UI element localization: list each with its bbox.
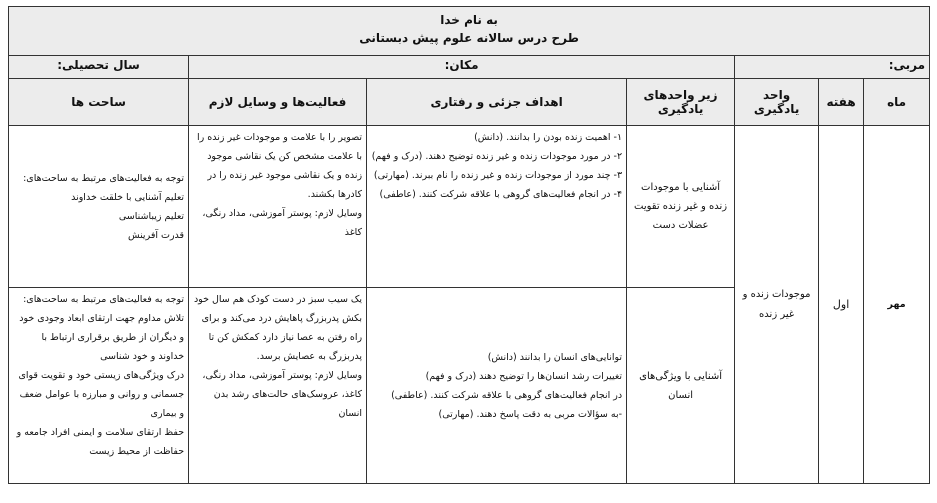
title-line-1: به نام خدا [440, 13, 498, 27]
col-unit: واحد یادگیری [735, 79, 819, 126]
col-week: هفته [819, 79, 864, 126]
subunit-cell: آشنایی با ویژگی‌های انسان [627, 288, 735, 484]
title-line-2: طرح درس سالانه علوم پیش دبستانی [359, 31, 579, 45]
domain-item: تعلیم زیباشناسی [118, 210, 185, 222]
activities-cell [189, 126, 367, 288]
lesson-plan-table [8, 6, 930, 484]
domain-item: توجه به فعالیت‌های مرتبط به ساحت‌های: [23, 294, 185, 305]
col-subunit: زیر واحدهای یادگیری [627, 79, 735, 126]
col-activities: فعالیت‌ها و وسایل لازم [189, 79, 367, 126]
col-objectives: اهداف جزئی و رفتاری [367, 79, 627, 126]
page-title [9, 7, 930, 56]
domain-item: حفظ ارتقای سلامت و ایمنی افراد جامعه و حفاظت از محیط زیست [16, 427, 185, 457]
objective-item: ۴- در انجام فعالیت‌های گروهی با علاقه شرکت کنند. (عاطفی) [379, 189, 623, 200]
place-label: مکان: [189, 56, 735, 79]
objective-item: ۳- چند مورد از موجودات زنده و غیر زنده را نام ببرند. (مهارتی) [373, 170, 623, 181]
domains-cell [9, 126, 189, 288]
activities-cell [189, 288, 367, 484]
objective-item: توانایی‌های انسان را بدانند (دانش) [487, 351, 623, 363]
domain-item: تلاش مداوم جهت ارتقای ابعاد وجودی خود و دیگران از طریق برقراری ارتباط با خداوند و خود شناسی [19, 313, 185, 362]
objectives-cell [367, 288, 627, 484]
objectives-cell [367, 126, 627, 288]
coach-label: مربی: [735, 56, 930, 79]
objective-item: ۱- اهمیت زنده بودن را بدانند. (دانش) [474, 132, 623, 143]
objective-item: در انجام فعالیت‌های گروهی با علاقه شرکت کنند. (عاطفی) [391, 389, 623, 401]
activity-text: یک سیب سبز در دست کودک هم سال خود بکش پدربزرگ پاهایش درد می‌کند و برای راه رفتن به عصا نیاز دارد کمکش کن تا پدربزرگ به عصایش برسد. [193, 294, 363, 362]
domain-item: تعلیم آشنایی با خلقت خداوند [71, 191, 185, 203]
week-cell: اول [819, 126, 864, 484]
activity-text: تصویر را با علامت و موجودات غیر زنده را با علامت مشخص کن یک نقاشی موجود زنده و یک نقاشی موجود غیر زنده را در کادرها بکشند. [197, 132, 363, 200]
domain-item: درک ویژگی‌های زیستی خود و تقویت قوای جسمانی و روانی و مبارزه با عوامل ضعف و بیماری [18, 370, 185, 419]
domains-cell [9, 288, 189, 484]
subunit-cell: آشنایی با موجودات زنده و غیر زنده تقویت عضلات دست [627, 126, 735, 288]
materials-text: وسایل لازم: پوستر آموزشی، مداد رنگی، کاغذ، عروسک‌های حالت‌های رشد بدن انسان [202, 370, 363, 419]
objective-item: تغییرات رشد انسان‌ها را توضیح دهند (درک و فهم) [425, 370, 623, 382]
col-month: ماه [864, 79, 930, 126]
month-cell: مهر [864, 126, 930, 484]
domain-item: قدرت آفرینش [127, 229, 185, 241]
objective-item: -به سؤالات مربی به دقت پاسخ دهند. (مهارتی) [438, 408, 623, 420]
col-domains: ساحت ها [9, 79, 189, 126]
objective-item: ۲- در مورد موجودات زنده و غیر زنده توضیح دهند. (درک و فهم) [371, 151, 623, 162]
unit-cell: موجودات زنده و غیر زنده [735, 126, 819, 484]
year-label: سال تحصیلی: [9, 56, 189, 79]
domain-item: توجه به فعالیت‌های مرتبط به ساحت‌های: [23, 172, 185, 184]
materials-text: وسایل لازم: پوستر آموزشی، مداد رنگی، کاغذ [202, 208, 363, 238]
